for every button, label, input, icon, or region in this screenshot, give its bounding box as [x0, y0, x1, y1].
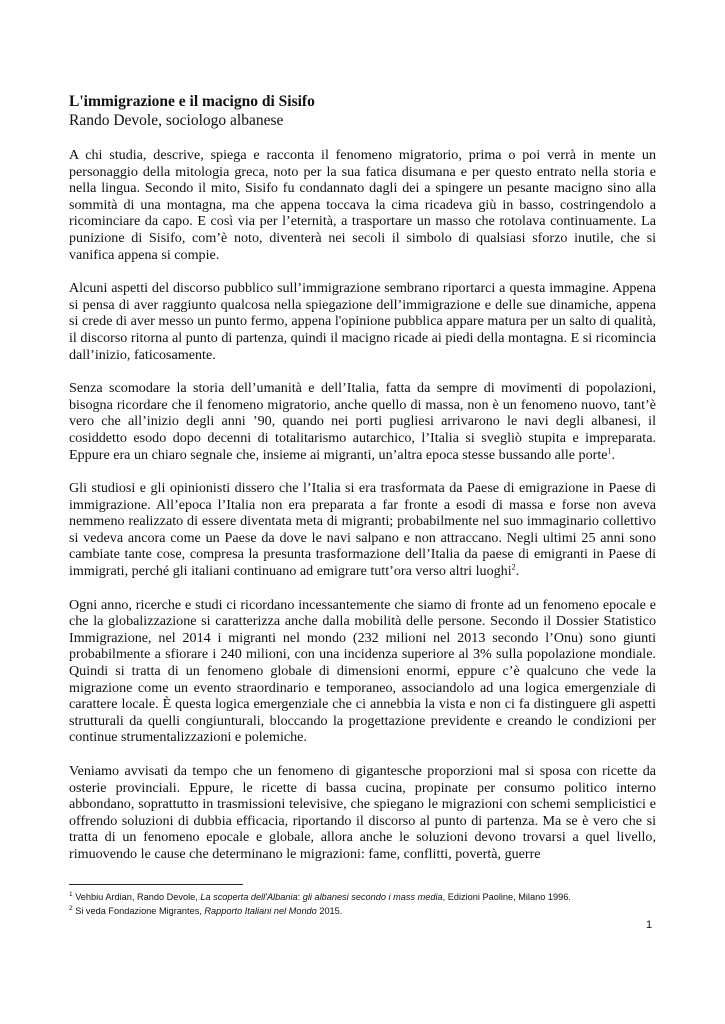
footnote-ref-2[interactable]: 2: [511, 562, 516, 572]
footnotes: [69, 891, 656, 918]
paragraph-text: Ogni anno, ricerche e studi ci ricordano incessantemente che siamo di fronte ad un fenomeno epocale e che la globalizzazione si caratterizza anche dalla mobilità delle persone. Secondo il Dossier Statistico Immigrazione, nel 2014 i migranti nel mondo (232 milioni nel 2013 secondo l’Onu) sono giunti probabilmente a sfiorare i 240 milioni, con una incidenza superiore al 3% sulla popolazione mondiale. Quindi si tratta di un fenomeno globale di dimensioni enormi, eppure c’è qualcuno che vede la migrazione come un evento straordinario e temporaneo, associandolo ad una logica emergenziale di carattere locale. È questa logica emergenziale che ci annebbia la vista e non ci fa distinguere gli aspetti strutturali da quelli congiunturali, bloccando la progettazione previdente e creando le condizioni per continue strumentalizzazioni e polemiche.: [69, 596, 656, 746]
paragraph-6: [69, 763, 656, 863]
paragraph-text: Veniamo avvisati da tempo che un fenomeno di gigantesche proporzioni mal si sposa con ricette da osterie provinciali. Eppure, le ricette di bassa cucina, propinate per consumo politico interno abbondano, soprattutto in trasmissioni televisive, che spiegano le migrazioni con schemi semplicistici e offrendo soluzioni di dubbia efficacia, riportando il discorso al punto di partenza. Ma se è vero che si tratta di un fenomeno epocale e globale, allora anche le soluzioni devono trovarsi a quel livello, rimuovendo le cause che determinano le migrazioni: fame, conflitti, povertà, guerre: [69, 763, 656, 862]
paragraph-text: A chi studia, descrive, spiega e racconta il fenomeno migratorio, prima o poi verrà in mente un personaggio della mitologia greca, noto per la sua fatica disumana e per questo entrato nella storia e nella lingua. Secondo il mito, Sisifo fu condannato dagli dei a spingere un pesante macigno sino alla sommità di una montagna, ma che appena toccava la cima ricadeva giù in basso, costringendolo a ricominciare da capo. E così via per l’eternità, a trasportare un masso che rotolava continuamente. La punizione di Sisifo, com’è noto, diventerà nei secoli il simbolo di qualsiasi sforzo inutile, che si vanifica appena si compie.: [69, 147, 656, 263]
article-author: Rando Devole, sociologo albanese: [69, 112, 284, 129]
paragraph-text: Alcuni aspetti del discorso pubblico sull’immigrazione sembrano riportarci a questa immagine. Appena si pensa di aver raggiunto qualcosa nella spiegazione dell’immigrazione e delle sue dinamiche, appena si crede di aver messo un punto fermo, appena l'opinione pubblica appare matura per un salto di qualità, il discorso ritorna al punto di partenza, quindi il macigno ricade ai piedi della montagna. E si ricomincia dall’inizio, faticosamente.: [69, 280, 656, 363]
footnote-2: [69, 905, 656, 919]
footnote-italic: gli albanesi secondo i mass media: [302, 892, 443, 902]
footnote-text: Vehbiu Ardian, Rando Devole,: [75, 892, 201, 902]
paragraph-text: Gli studiosi e gli opinionisti dissero che l’Italia si era trasformata da Paese di emigrazione in Paese di immigrazione. All’epoca l’Italia non era preparata a far fronte a esodi di massa e forse non aveva nemmeno realizzato di essere diventata meta di migranti; probabilmente nel suo immaginario collettivo si vedeva ancora come un Paese da dove le navi salpano e non attraccano. Negli ultimi 25 anni sono cambiate tante cose, compresa la presunta trasformazione dell’Italia da paese di emigranti in Paese di immigrati, perché gli italiani continuano ad emigrare tutt’ora verso altri luoghi: [69, 480, 656, 580]
footnote-text: :: [297, 892, 303, 902]
footnote-text: , Edizioni Paoline, Milano 1996.: [442, 892, 571, 902]
article-title: L'immigrazione e il macigno di Sisifo: [69, 93, 315, 110]
document-body: [69, 92, 656, 880]
footnote-italic: Rapporto Italiani nel Mondo: [204, 905, 317, 916]
footnote-number: 1: [69, 890, 73, 898]
paragraph-2: [69, 280, 656, 363]
footnote-text: 2015.: [316, 905, 343, 916]
footnote-divider: [69, 884, 243, 885]
paragraph-4: Gli studiosi e gli opinionisti dissero che l’Italia si era trasformata da Paese di emigrazione in Paese di immigrazione. All’epoca l’Italia non era preparata a far fronte a esodi di massa e forse non aveva nemmeno realizzato di essere diventata meta di migranti; probabilmente nel suo immaginario collettivo si vedeva ancora come un Paese da dove le navi salpano e non attraccano. Negli ultimi 25 anni sono cambiate tante cose, compresa la presunta trasformazione dell’Italia da paese di emigranti in Paese di immigrati, perché gli italiani continuano ad emigrare tutt’ora verso altri luoghi$^2$.: [69, 480, 656, 580]
paragraph-text: Senza scomodare la storia dell’umanità e dell’Italia, fatta da sempre di movimenti di popolazioni, bisogna ricordare che il fenomeno migratorio, anche quello di massa, non è un fenomeno nuovo, tant’è vero che all’inizio degli anni ’90, quando nei porti pugliesi arrivarono le navi degli albanesi, il cosiddetto esodo dopo decenni di totalitarismo autarchico, l’Italia si svegliò stupita e impreparata. Eppure era un chiaro segnale che, insieme ai migranti, un’altra epoca stesse bussando alle porte: [69, 380, 656, 463]
footnote-number: 2: [69, 904, 73, 912]
paragraph-3: Senza scomodare la storia dell’umanità e dell’Italia, fatta da sempre di movimenti di popolazioni, bisogna ricordare che il fenomeno migratorio, anche quello di massa, non è un fenomeno nuovo, tant’è vero che all’inizio degli anni ’90, quando nei porti pugliesi arrivarono le navi degli albanesi, il cosiddetto esodo dopo decenni di totalitarismo autarchico, l’Italia si svegliò stupita e impreparata. Eppure era un chiaro segnale che, insieme ai migranti, un’altra epoca stesse bussando alle porte$^1$.: [69, 380, 656, 463]
footnote-text: Si veda Fondazione Migrantes,: [75, 905, 205, 916]
page-number: 1: [646, 919, 653, 931]
paragraph-1: [69, 147, 656, 263]
footnote-italic: La scoperta dell'Albania: [200, 892, 298, 902]
footnote-1: [69, 891, 656, 905]
paragraph-5: [69, 597, 656, 746]
footnote-ref-1[interactable]: 1: [607, 445, 612, 455]
